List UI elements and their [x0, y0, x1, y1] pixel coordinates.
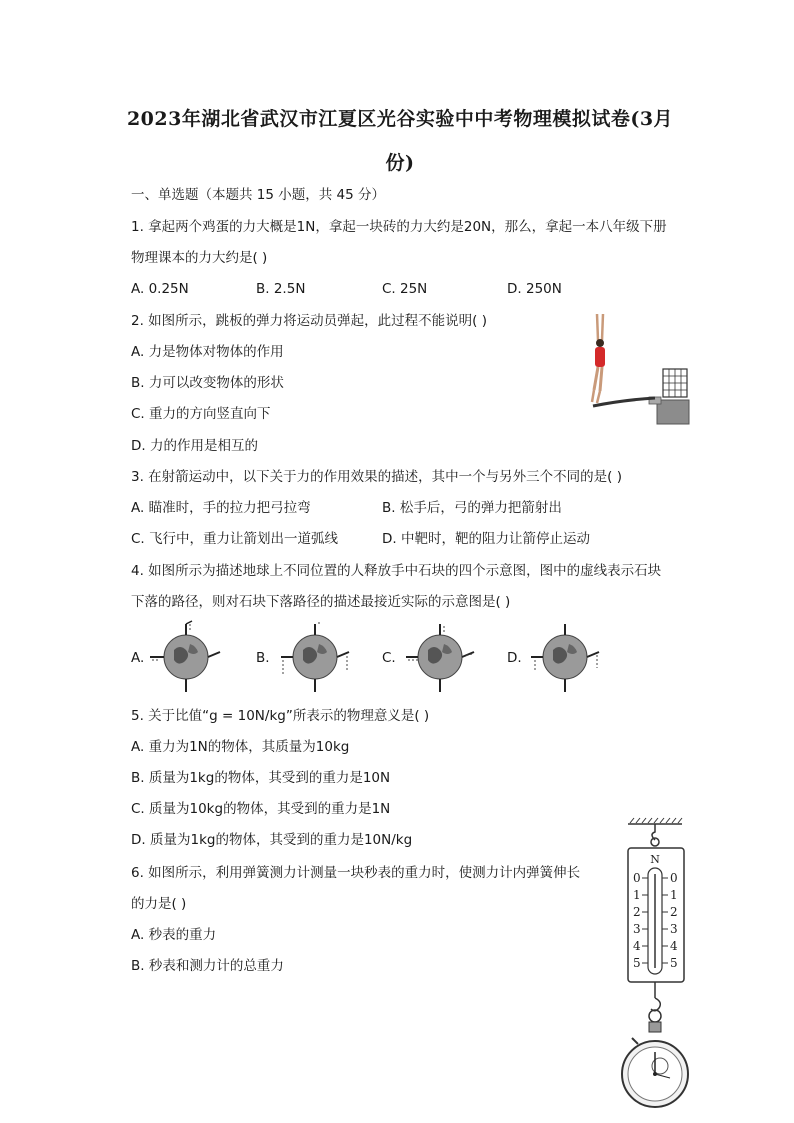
q4-option-c[interactable]: C.	[382, 650, 396, 666]
q4-option-d[interactable]: D.	[507, 650, 522, 666]
q4-option-b[interactable]: B.	[256, 650, 270, 666]
q5-option-d[interactable]: D. 质量为1kg的物体，其受到的重力是10N/kg	[131, 832, 413, 848]
q4-stem-line2: 下落的路径，则对石块下落路径的描述最接近实际的示意图是( )	[131, 594, 511, 610]
scale-unit-label: N	[650, 853, 660, 866]
scale-tick-left-2: 2	[633, 905, 641, 919]
q5-option-b[interactable]: B. 质量为1kg的物体，其受到的重力是10N	[131, 770, 391, 786]
q4-option-a[interactable]: A.	[131, 650, 145, 666]
q1-stem-line2: 物理课本的力大约是( )	[131, 250, 268, 266]
q5-option-a[interactable]: A. 重力为1N的物体，其质量为10kg	[131, 739, 350, 755]
scale-tick-right-0: 0	[670, 871, 678, 885]
q3-option-c[interactable]: C. 飞行中，重力让箭划出一道弧线	[131, 531, 339, 547]
q3-option-b[interactable]: B. 松手后，弓的弹力把箭射出	[382, 500, 562, 516]
q2-option-c[interactable]: C. 重力的方向竖直向下	[131, 406, 271, 422]
q1-option-b[interactable]: B. 2.5N	[256, 281, 306, 297]
globe-figure-a	[144, 620, 224, 694]
q6-stem-line1: 6. 如图所示，利用弹簧测力计测量一块秒表的重力时，使测力计内弹簧伸长	[131, 865, 581, 881]
scale-tick-right-2: 2	[670, 905, 678, 919]
q2-option-d[interactable]: D. 力的作用是相互的	[131, 438, 258, 454]
q5-stem: 5. 关于比值“g = 10N/kg”所表示的物理意义是( )	[131, 708, 430, 724]
q1-option-a[interactable]: A. 0.25N	[131, 281, 189, 297]
scale-tick-left-0: 0	[633, 871, 641, 885]
globe-figure-d	[525, 620, 605, 694]
globe-figure-c	[400, 620, 480, 694]
q5-option-c[interactable]: C. 质量为10kg的物体，其受到的重力是1N	[131, 801, 391, 817]
scale-tick-right-3: 3	[670, 922, 678, 936]
spring-scale-stopwatch-figure	[612, 816, 692, 1120]
q6-stem-line2: 的力是( )	[131, 896, 187, 912]
scale-tick-right-5: 5	[670, 956, 678, 970]
q1-stem-line1: 1. 拿起两个鸡蛋的力大概是1N，拿起一块砖的力大约是20N，那么，拿起一本八年级下册	[131, 219, 667, 235]
q6-option-a[interactable]: A. 秒表的重力	[131, 927, 217, 943]
exam-title-continued: 份)	[385, 152, 415, 174]
scale-tick-left-4: 4	[633, 939, 641, 953]
exam-title: 2023年湖北省武汉市江夏区光谷实验中中考物理模拟试卷(3月	[126, 108, 674, 130]
scale-tick-left-3: 3	[633, 922, 641, 936]
q2-stem: 2. 如图所示，跳板的弹力将运动员弹起，此过程不能说明( )	[131, 313, 487, 329]
section-heading: 一、单选题（本题共 15 小题，共 45 分）	[131, 187, 386, 203]
globe-figure-b	[275, 620, 355, 694]
q1-option-d[interactable]: D. 250N	[507, 281, 562, 297]
q3-option-d[interactable]: D. 中靶时，靶的阻力让箭停止运动	[382, 531, 590, 547]
q3-option-a[interactable]: A. 瞄准时，手的拉力把弓拉弯	[131, 500, 311, 516]
scale-tick-right-4: 4	[670, 939, 678, 953]
scale-tick-right-1: 1	[670, 888, 678, 902]
diver-springboard-figure	[583, 312, 691, 427]
q2-option-b[interactable]: B. 力可以改变物体的形状	[131, 375, 284, 391]
scale-tick-left-5: 5	[633, 956, 641, 970]
q6-option-b[interactable]: B. 秒表和测力计的总重力	[131, 958, 284, 974]
scale-tick-left-1: 1	[633, 888, 641, 902]
q2-option-a[interactable]: A. 力是物体对物体的作用	[131, 344, 284, 360]
q4-stem-line1: 4. 如图所示为描述地球上不同位置的人释放手中石块的四个示意图，图中的虚线表示石块	[131, 563, 662, 579]
q1-option-c[interactable]: C. 25N	[382, 281, 428, 297]
q3-stem: 3. 在射箭运动中，以下关于力的作用效果的描述，其中一个与另外三个不同的是( )	[131, 469, 622, 485]
